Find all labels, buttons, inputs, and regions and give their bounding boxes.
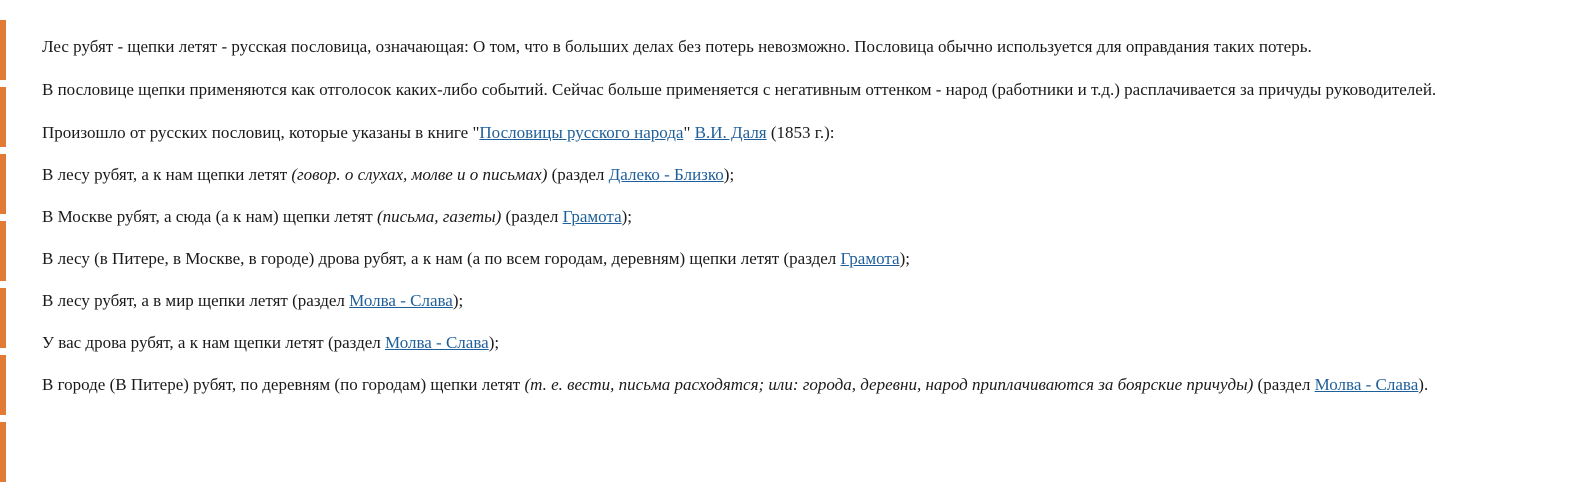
paragraph-marker-2: [0, 87, 6, 147]
paragraph-usage: [28, 79, 1500, 101]
section-link[interactable]: Молва - Слава: [1314, 375, 1419, 394]
proverb-text: (раздел: [1253, 375, 1315, 394]
proverb-item: [28, 290, 1500, 312]
proverb-item: [28, 248, 1500, 270]
proverb-text: В городе (В Питере) рубят, по деревням (по городам) щепки летят: [42, 375, 525, 394]
proverb-note: (говор. о слухах, молве и о письмах): [291, 165, 548, 184]
proverb-note: (т. е. вести, письма расходятся; или: города, деревни, народ приплачиваются за боярские причуды): [524, 375, 1254, 394]
section-link[interactable]: Молва - Слава: [349, 291, 453, 310]
proverb-item: [28, 332, 1500, 354]
paragraph-marker-3: [0, 154, 6, 214]
paragraph-marker-7: [0, 422, 6, 482]
paragraph-marker-6: [0, 355, 6, 415]
proverb-text: ).: [1418, 375, 1429, 394]
paragraph-text: Лес рубят - щепки летят - русская пословица, означающая: О том, что в больших делах без потерь невозможно. Пословица обычно используется для оправдания таких потерь.: [42, 37, 1312, 56]
section-link[interactable]: Грамота: [562, 207, 622, 226]
proverb-note: (письма, газеты): [376, 207, 502, 226]
proverb-text: );: [488, 333, 500, 352]
proverb-text: В лесу рубят, а в мир щепки летят (раздел: [42, 291, 350, 310]
paragraph-text: Произошло от русских пословиц, которые указаны в книге ": [42, 123, 480, 142]
paragraph-text: (1853 г.):: [766, 123, 835, 142]
proverb-item: [28, 374, 1500, 396]
article-body: [28, 36, 1500, 396]
author-link[interactable]: В.И. Даля: [694, 123, 767, 142]
paragraph-marker-5: [0, 288, 6, 348]
section-link[interactable]: Молва - Слава: [385, 333, 489, 352]
section-link[interactable]: Грамота: [840, 249, 900, 268]
proverb-text: );: [452, 291, 464, 310]
paragraph-marker-1: [0, 20, 6, 80]
proverb-text: В лесу (в Питере, в Москве, в городе) дрова рубят, а к нам (а по всем городам, деревням) щепки летят (раздел: [42, 249, 841, 268]
proverb-text: );: [621, 207, 633, 226]
paragraph-text: В пословице щепки применяются как отголосок каких-либо событий. Сейчас больше применяется с негативным оттенком - народ (работники и т.д.) расплачивается за причуды руководителей.: [42, 80, 1437, 99]
proverb-text: (раздел: [547, 165, 609, 184]
paragraph-text: ": [683, 123, 695, 142]
proverb-item: [28, 164, 1500, 186]
proverb-text: );: [723, 165, 735, 184]
book-link[interactable]: Пословицы русского народа: [479, 123, 684, 142]
proverb-text: В Москве рубят, а сюда (а к нам) щепки летят: [42, 207, 377, 226]
proverb-text: (раздел: [501, 207, 563, 226]
proverb-item: [28, 206, 1500, 228]
section-link[interactable]: Далеко - Близко: [608, 165, 724, 184]
proverb-text: У вас дрова рубят, а к нам щепки летят (раздел: [42, 333, 385, 352]
paragraph-origin: [28, 122, 1500, 144]
proverb-text: В лесу рубят, а к нам щепки летят: [42, 165, 292, 184]
paragraph-marker-4: [0, 221, 6, 281]
proverb-text: );: [899, 249, 910, 268]
paragraph-definition: [28, 36, 1500, 58]
